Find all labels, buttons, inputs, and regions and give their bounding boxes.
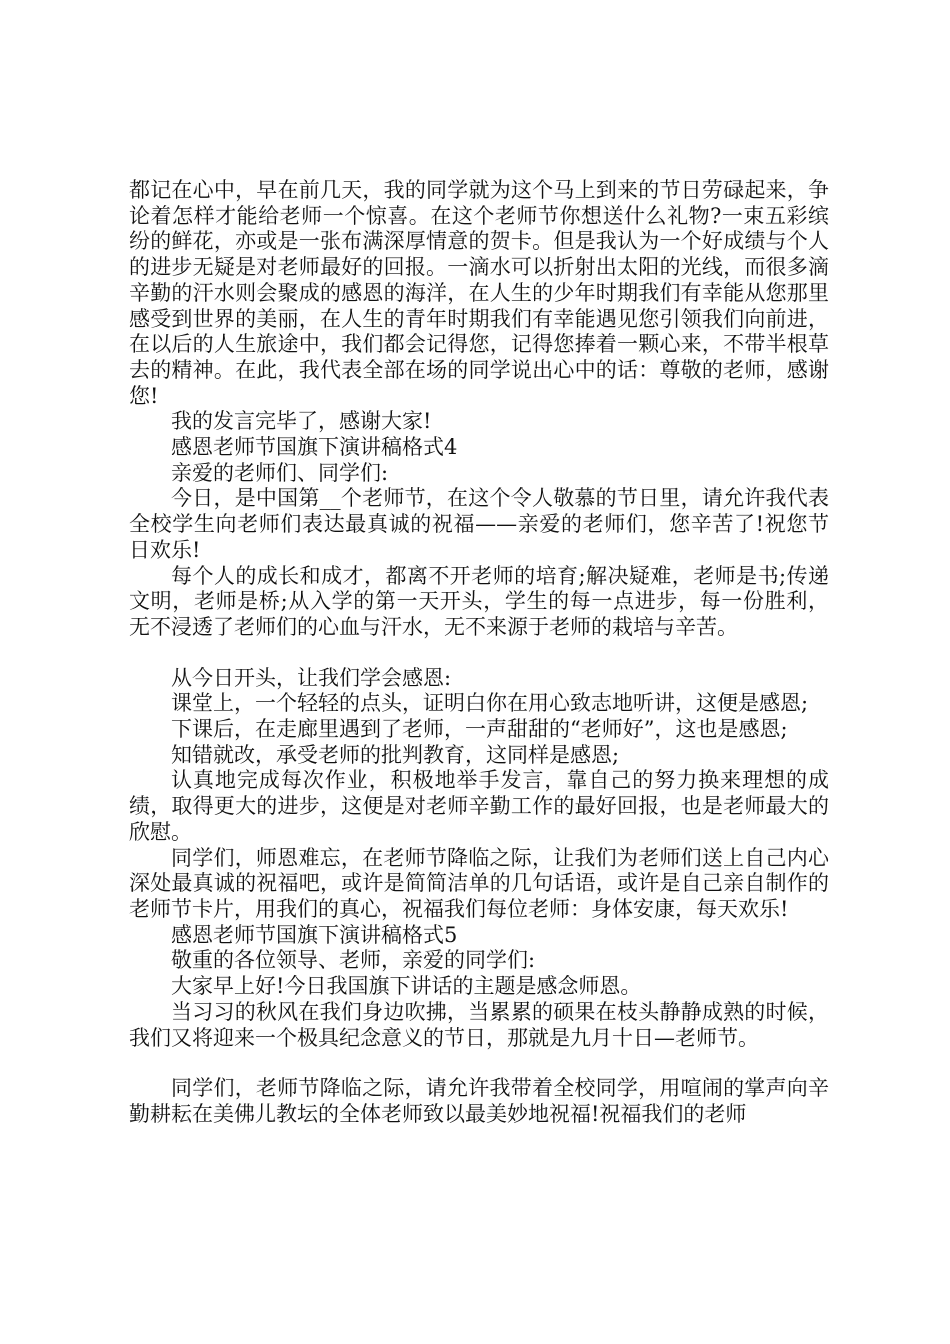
salutation-5: 敬重的各位领导、老师，亲爱的同学们:	[171, 948, 536, 973]
paragraph-applause-blessing: 同学们，老师节降临之际，请允许我带着全校同学，用喧闹的掌声向辛勤耕耘在美佛儿教坛的全体老师致以最美妙地祝福!祝福我们的老师	[129, 1076, 829, 1126]
paragraph-classroom-gratitude: 课堂上，一个轻轻的点头，证明白你在用心致志地听讲，这便是感恩;	[171, 691, 809, 716]
paragraph-morning-greeting: 大家早上好!今日我国旗下讲话的主题是感念师恩。	[171, 974, 642, 999]
salutation-4: 亲爱的老师们、同学们:	[171, 460, 389, 485]
paragraph-learn-gratitude: 从今日开头，让我们学会感恩:	[171, 665, 452, 690]
paragraph-homework-effort: 认真地完成每次作业，积极地举手发言，靠自己的努力换来理想的成绩，取得更大的进步，这便是对老师辛勤工作的最好回报，也是老师最大的欣慰。	[129, 768, 829, 844]
section-heading-4: 感恩老师节国旗下演讲稿格式4	[171, 435, 458, 460]
document-body	[129, 178, 829, 1128]
paragraph-growth-and-teachers: 每个人的成长和成才，都离不开老师的培育;解决疑难，老师是书;传递文明，老师是桥;从入学的第一天开头，学生的每一点进步，每一份胜利，无不浸透了老师们的心血与汗水，无不来源于老师的栽培与辛苦。	[129, 563, 829, 639]
paragraph-corridor-gratitude: 下课后，在走廊里遇到了老师，一声甜甜的“老师好”，这也是感恩;	[171, 717, 788, 742]
section-heading-5: 感恩老师节国旗下演讲稿格式5	[171, 922, 458, 947]
paragraph-teachers-day-greeting: 今日，是中国第__个老师节，在这个令人敬慕的节日里，请允许我代表全校学生向老师们表达最真诚的祝福——亲爱的老师们，您辛苦了!祝您节日欢乐!	[129, 486, 829, 562]
paragraph-continued-speech: 都记在心中，早在前几天，我的同学就为这个马上到来的节日劳碌起来，争论着怎样才能给老师一个惊喜。在这个老师节你想送什么礼物?一束五彩缤纷的鲜花，亦或是一张布满深厚情意的贺卡。但是我认为一个好成绩与个人的进步无疑是对老师最好的回报。一滴水可以折射出太阳的光线，而很多滴辛勤的汗水则会聚成的感恩的海洋，在人生的少年时期我们有幸能从您那里感受到世界的美丽，在人生的青年时期我们有幸能遇见您引领我们向前进，在以后的人生旅途中，我们都会记得您，记得您捧着一颗心来，不带半根草去的精神。在此，我代表全部在场的同学说出心中的话：尊敬的老师，感谢您!	[129, 178, 829, 408]
paragraph-blessings: 同学们，师恩难忘，在老师节降临之际，让我们为老师们送上自己内心深处最真诚的祝福吧，或许是简简洁单的几句话语，或许是自己亲自制作的老师节卡片，用我们的真心，祝福我们每位老师：身体安康，每天欢乐!	[129, 845, 829, 921]
paragraph-autumn-wind: 当习习的秋风在我们身边吹拂，当累累的硕果在枝头静静成熟的时候，我们又将迎来一个极具纪念意义的节日，那就是九月十日—老师节。	[129, 999, 829, 1050]
paragraph-correct-mistakes: 知错就改，承受老师的批判教育，这同样是感恩;	[171, 742, 620, 767]
paragraph-closing-remark: 我的发言完毕了，感谢大家!	[171, 409, 432, 434]
